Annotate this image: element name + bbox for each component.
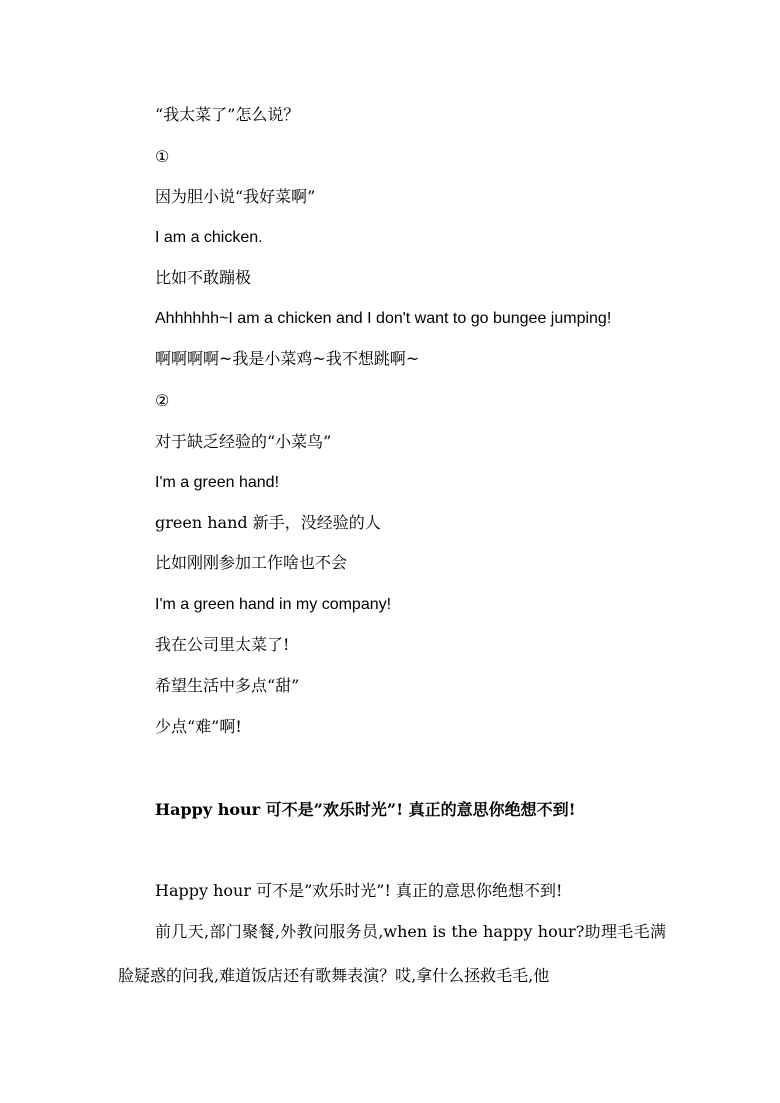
point-2-phrase: I'm a green hand! [155,474,280,491]
point-2-intro: 对于缺乏经验的“小菜鸟” [155,432,332,451]
point-2-definition: green hand 新手，没经验的人 [155,513,381,532]
point-1-marker: ① [155,147,170,166]
point-1-phrase: I am a chicken. [155,229,263,246]
closing-line-2: 少点“难”啊! [155,717,242,736]
section-heading: Happy hour 可不是”欢乐时光”! 真正的意思你绝想不到! [155,800,576,819]
section-subheading: Happy hour 可不是”欢乐时光”! 真正的意思你绝想不到! [155,881,563,900]
point-1-intro: 因为胆小说“我好菜啊” [155,187,316,206]
point-2-marker: ② [155,391,170,410]
point-2-example-intro: 比如刚刚参加工作啥也不会 [155,553,348,572]
point-2-example-chinese: 我在公司里太菜了! [155,635,290,654]
article-title: “我太菜了”怎么说？ [155,105,300,124]
point-1-example-english: Ahhhhhh~I am a chicken and I don't want to go bungee jumping! [155,310,612,327]
closing-line-1: 希望生活中多点“甜” [155,676,300,695]
point-2-example-english: I'm a green hand in my company! [155,596,392,613]
point-1-example-intro: 比如不敢蹦极 [155,268,252,287]
point-1-example-chinese: 啊啊啊啊~我是小菜鸡~我不想跳啊~ [155,349,420,368]
body-paragraph: 前几天,部门聚餐,外教问服务员,when is the happy hour?助理毛毛满脸疑惑的问我,难道饭店还有歌舞表演？哎,拿什么拯救毛毛,他 [118,922,666,985]
